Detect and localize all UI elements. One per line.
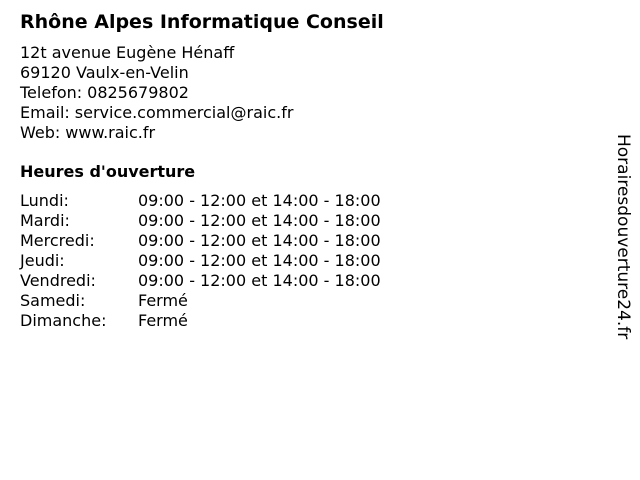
day-label: Dimanche: [20, 311, 107, 330]
address-line-city: 69120 Vaulx-en-Velin [20, 63, 189, 82]
day-hours: 09:00 - 12:00 et 14:00 - 18:00 [138, 191, 381, 210]
day-label: Vendredi: [20, 271, 96, 290]
email-label: Email: [20, 103, 70, 122]
hours-row-tuesday [20, 211, 600, 231]
day-hours: Fermé [138, 311, 188, 330]
phone-label: Telefon: [20, 83, 83, 102]
day-hours: Fermé [138, 291, 188, 310]
day-hours: 09:00 - 12:00 et 14:00 - 18:00 [138, 231, 381, 250]
hours-row-friday [20, 271, 600, 291]
website-link[interactable]: www.raic.fr [65, 123, 156, 142]
address-line-street: 12t avenue Eugène Hénaff [20, 43, 235, 62]
day-label: Jeudi: [20, 251, 65, 270]
site-credit-vertical: Horairesdouverture24.fr [613, 134, 633, 340]
day-hours: 09:00 - 12:00 et 14:00 - 18:00 [138, 211, 381, 230]
opening-hours-title: Heures d'ouverture [20, 162, 196, 181]
phone-number-link[interactable]: 0825679802 [87, 83, 189, 102]
business-name: Rhône Alpes Informatique Conseil [20, 11, 384, 33]
hours-row-saturday [20, 291, 600, 311]
email-row [20, 103, 600, 123]
hours-row-monday [20, 191, 600, 211]
web-row [20, 123, 600, 143]
day-hours: 09:00 - 12:00 et 14:00 - 18:00 [138, 251, 381, 270]
day-label: Samedi: [20, 291, 86, 310]
day-label: Mardi: [20, 211, 70, 230]
web-label: Web: [20, 123, 61, 142]
day-label: Mercredi: [20, 231, 95, 250]
opening-hours-table [20, 191, 600, 331]
business-card [20, 10, 600, 331]
email-link[interactable]: service.commercial@raic.fr [74, 103, 294, 122]
hours-row-sunday [20, 311, 600, 331]
hours-row-wednesday [20, 231, 600, 251]
day-hours: 09:00 - 12:00 et 14:00 - 18:00 [138, 271, 381, 290]
day-label: Lundi: [20, 191, 69, 210]
hours-row-thursday [20, 251, 600, 271]
phone-row [20, 83, 600, 103]
